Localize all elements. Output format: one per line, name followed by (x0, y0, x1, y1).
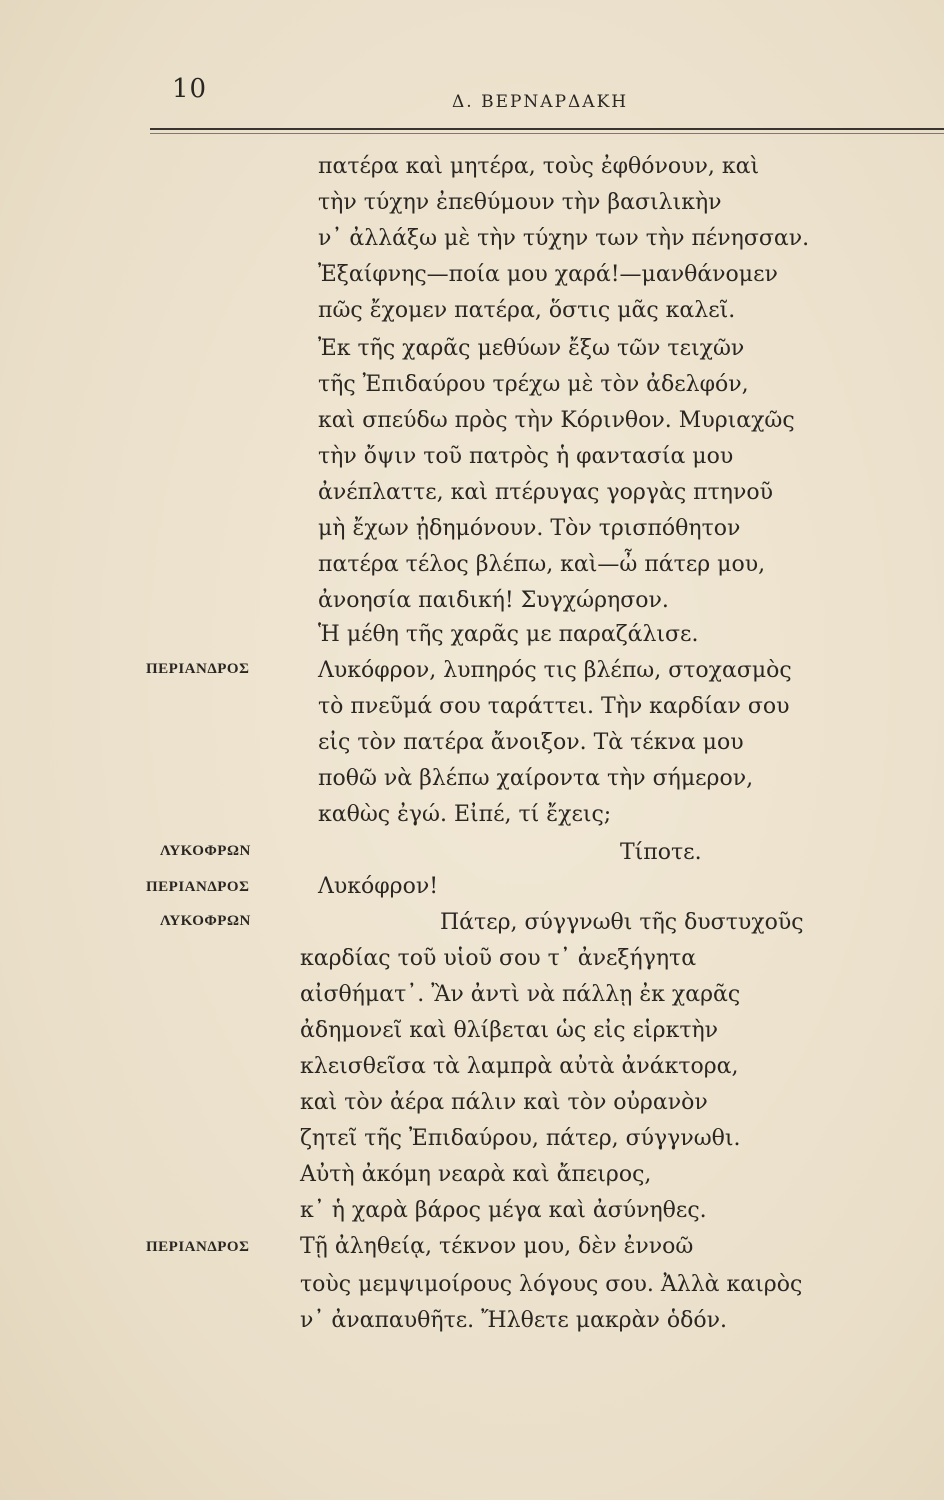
verse-line: πῶς ἔχομεν πατέρα, ὅστις μᾶς καλεῖ. (318, 298, 736, 323)
speaker-label: ΠΕΡΙΑΝΔΡΟΣ (146, 879, 250, 895)
verse-line: Πάτερ, σύγγνωθι τῆς δυστυχοῦς (440, 910, 804, 935)
verse-line: τὴν τύχην ἐπεθύμουν τὴν βασιλικὴν (318, 190, 722, 215)
verse-line: καὶ τὸν ἀέρα πάλιν καὶ τὸν οὐρανὸν (300, 1090, 708, 1115)
speaker-label: ΛΥΚΟΦΡΩΝ (160, 913, 251, 929)
verse-line: Τίποτε. (620, 840, 702, 865)
verse-line: τοὺς μεμψιμοίρους λόγους σου. Ἀλλὰ καιρὸς (300, 1272, 803, 1297)
verse-line: κ᾿ ἡ χαρὰ βάρος μέγα καὶ ἀσύνηθες. (300, 1198, 707, 1223)
verse-line: Λυκόφρον! (318, 874, 439, 899)
verse-line: τῆς Ἐπιδαύρου τρέχω μὲ τὸν ἀδελφόν, (318, 372, 749, 397)
verse-line: καρδίας τοῦ υἱοῦ σου τ᾿ ἀνεξήγητα (300, 946, 697, 971)
page-number: 10 (172, 74, 208, 104)
verse-line: εἰς τὸν πατέρα ἄνοιξον. Τὰ τέκνα μου (318, 730, 744, 755)
verse-line: κλεισθεῖσα τὰ λαμπρὰ αὐτὰ ἀνάκτορα, (300, 1054, 739, 1079)
verse-line: ν᾿ ἀλλάξω μὲ τὴν τύχην των τὴν πένησσαν. (318, 226, 810, 251)
verse-line: ζητεῖ τῆς Ἐπιδαύρου, πάτερ, σύγγνωθι. (300, 1126, 741, 1151)
verse-line: ἀνέπλαττε, καὶ πτέρυγας γοργὰς πτηνοῦ (318, 480, 773, 505)
verse-line: Αὐτὴ ἀκόμη νεαρὰ καὶ ἄπειρος, (300, 1162, 652, 1187)
speaker-label: ΛΥΚΟΦΡΩΝ (160, 843, 251, 859)
verse-line: τὸ πνεῦμά σου ταράττει. Τὴν καρδίαν σου (318, 694, 790, 719)
verse-line: πατέρα καὶ μητέρα, τοὺς ἐφθόνουν, καὶ (318, 154, 760, 179)
verse-line: Ἐκ τῆς χαρᾶς μεθύων ἔξω τῶν τειχῶν (318, 336, 745, 361)
verse-line: Ἐξαίφνης—ποία μου χαρά!—μανθάνομεν (318, 262, 778, 287)
verse-line: ν᾿ ἀναπαυθῆτε. Ἤλθετε μακρὰν ὁδόν. (300, 1308, 727, 1333)
verse-line: αἰσθήματ᾿. Ἂν ἀντὶ νὰ πάλλῃ ἐκ χαρᾶς (300, 982, 741, 1007)
verse-line: Λυκόφρον, λυπηρός τις βλέπω, στοχασμὸς (318, 658, 792, 683)
verse-line: καὶ σπεύδω πρὸς τὴν Κόρινθον. Μυριαχῶς (318, 408, 795, 433)
verse-line: ἀδημονεῖ καὶ θλίβεται ὡς εἰς εἱρκτὴν (300, 1018, 719, 1043)
verse-line: ἀνοησία παιδική! Συγχώρησον. (318, 588, 669, 613)
verse-line: τὴν ὄψιν τοῦ πατρὸς ἡ φαντασία μου (318, 444, 734, 469)
verse-line: καθὼς ἐγώ. Εἰπέ, τί ἔχεις; (318, 802, 612, 827)
speaker-label: ΠΕΡΙΑΝΔΡΟΣ (146, 661, 250, 677)
verse-line: Τῇ ἀληθείᾳ, τέκνον μου, δὲν ἐννοῶ (300, 1234, 694, 1259)
verse-line: πατέρα τέλος βλέπω, καὶ—ὦ πάτερ μου, (318, 552, 766, 577)
verse-line: Ἡ μέθη τῆς χαρᾶς με παραζάλισε. (318, 622, 699, 647)
speaker-label: ΠΕΡΙΑΝΔΡΟΣ (146, 1239, 250, 1255)
header-rule-thin (150, 133, 944, 134)
running-head: Δ. ΒΕΡΝΑΡΔΑΚΗ (452, 92, 629, 112)
header-rule (150, 128, 944, 130)
verse-line: ποθῶ νὰ βλέπω χαίροντα τὴν σήμερον, (318, 766, 754, 791)
verse-line: μὴ ἔχων ᾐδημόνουν. Τὸν τρισπόθητον (318, 516, 741, 541)
